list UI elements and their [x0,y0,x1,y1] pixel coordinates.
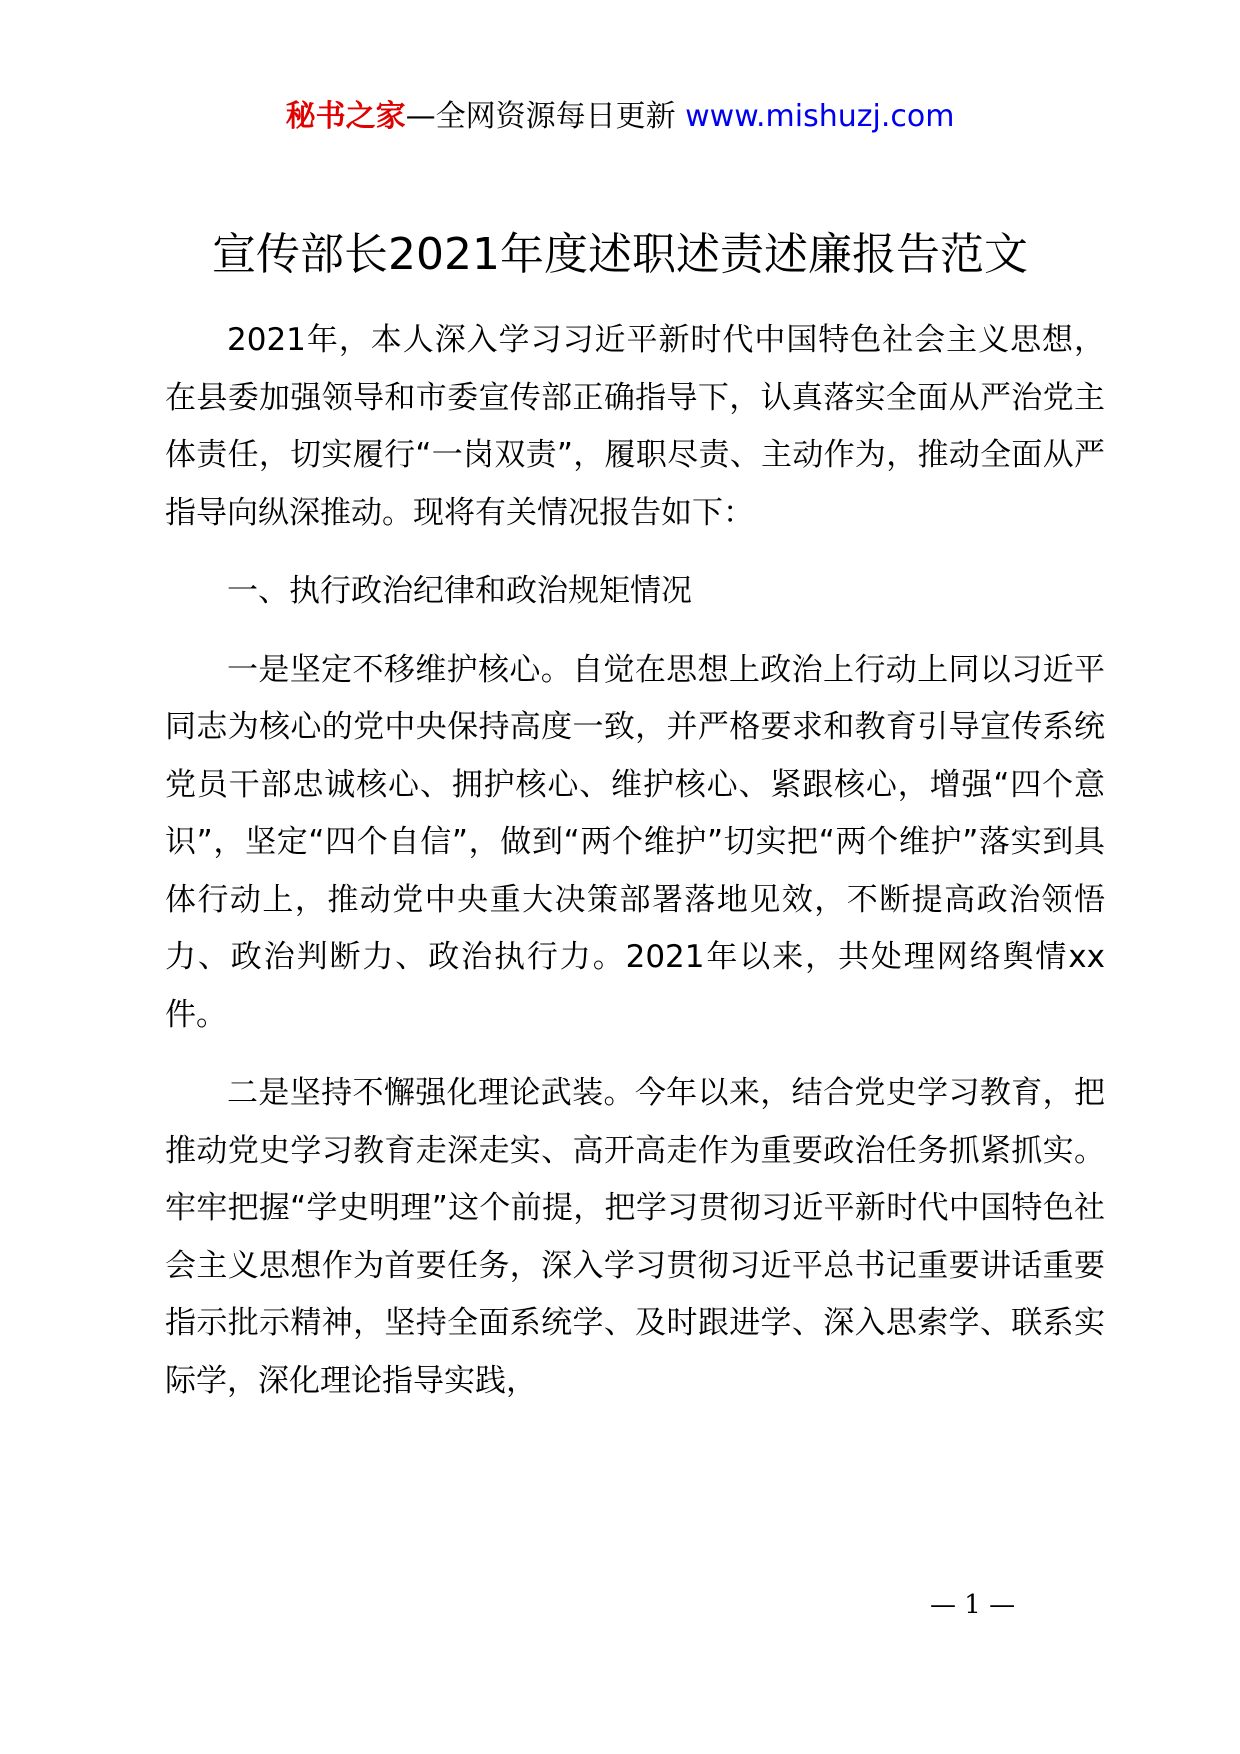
site-url-link[interactable]: www.mishuzj.com [685,99,955,134]
site-brand: 秘书之家 [285,99,406,134]
body-paragraph-2: 二是坚持不懈强化理论武装。今年以来，结合党史学习教育，把推动党史学习教育走深走实、高开高走作为重要政治任务抓紧抓实。牢牢把握“学史明理”这个前提，把学习贯彻习近平新时代中国特色社会主义思想作为首要任务，深入学习贯彻习近平总书记重要讲话重要指示批示精神，坚持全面系统学、及时跟进学、深入思索学、联系实际学，深化理论指导实践， [165,1075,1105,1399]
body-paragraph-1: 一是坚定不移维护核心。自觉在思想上政治上行动上同以习近平同志为核心的党中央保持高度一致，并严格要求和教育引导宣传系统党员干部忠诚核心、拥护核心、维护核心、紧跟核心，增强“四个意识”，坚定“四个自信”，做到“两个维护”切实把“两个维护”落实到具体行动上，推动党中央重大决策部署落地见效，不断提高政治领悟力、政治判断力、政治执行力。2021年以来，共处理网络舆情xx件。 [165,651,1105,1033]
site-header [0,97,1240,137]
site-tagline: —全网资源每日更新 [405,99,676,134]
document-title: 宣传部长2021年度述职述责述廉报告范文 [212,229,1028,280]
section-heading: 一、执行政治纪律和政治规矩情况 [227,573,692,609]
page-number: — 1 — [930,1590,1016,1620]
document-body [165,312,1105,1410]
intro-paragraph: 2021年，本人深入学习习近平新时代中国特色社会主义思想，在县委加强领导和市委宣传部正确指导下，认真落实全面从严治党主体责任，切实履行“一岗双责”，履职尽责、主动作为，推动全面从严指导向纵深推动。现将有关情况报告如下： [165,322,1105,531]
